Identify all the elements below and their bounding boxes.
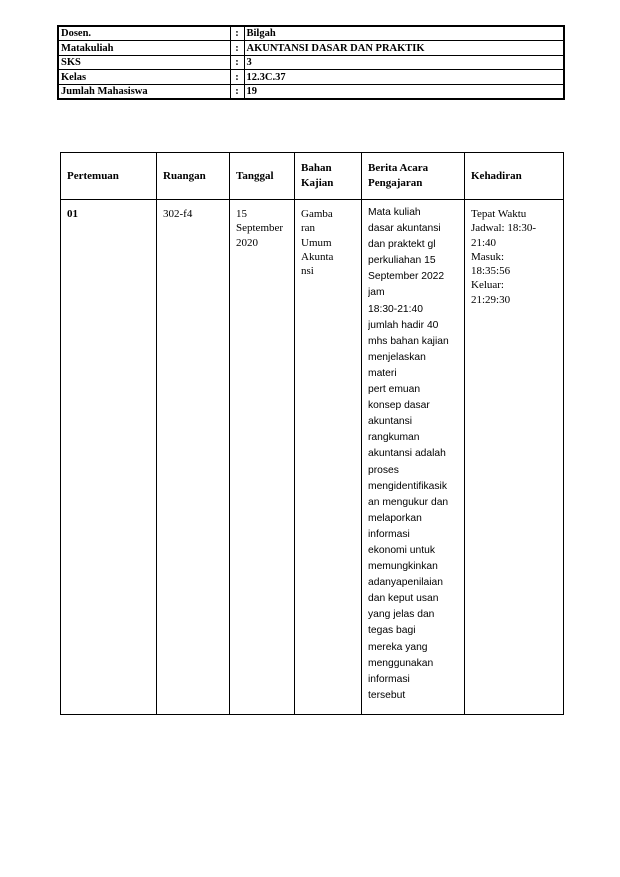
info-separator: :: [230, 84, 244, 99]
lecture-report-table: [60, 152, 564, 715]
header-line: Kajian: [301, 177, 334, 189]
tanggal-line: 2020: [236, 236, 258, 249]
header-ruangan: Ruangan: [157, 153, 230, 200]
bahan-kajian-line: Gamba: [301, 208, 333, 220]
berita-acara-line: menjelaskan: [368, 351, 426, 363]
berita-acara-line: informasi: [368, 528, 410, 540]
berita-acara-line: konsep dasar: [368, 400, 430, 412]
berita-acara-line: Mata kuliah: [368, 207, 421, 218]
kehadiran-line: 18:35:56: [471, 265, 511, 278]
info-row-sks: [58, 55, 564, 70]
berita-acara-line: menggunakan: [368, 657, 434, 669]
info-row-jumlah-mahasiswa: [58, 84, 564, 99]
bahan-kajian-line: Umum: [301, 236, 332, 249]
cell-bahan-kajian: [295, 200, 362, 715]
info-separator: :: [230, 70, 244, 85]
info-row-kelas: [58, 70, 564, 85]
berita-acara-line: ekonomi untuk: [368, 544, 435, 556]
bahan-kajian-line: Akunta: [301, 250, 334, 263]
header-line: Berita Acara: [368, 162, 429, 174]
berita-acara-line: informasi: [368, 673, 410, 685]
info-value: 19: [244, 84, 564, 99]
berita-acara-line: mengidentifikasik: [368, 480, 447, 492]
info-label: Dosen.: [58, 26, 230, 41]
berita-acara-line: pert emuan: [368, 384, 421, 396]
berita-acara-line: September 2022: [368, 271, 445, 283]
header-bahan-kajian: [295, 153, 362, 200]
info-value: 3: [244, 55, 564, 70]
berita-acara-line: dasar akuntansi: [368, 223, 441, 235]
tanggal-line: 15: [236, 208, 247, 220]
kehadiran-line: Masuk:: [471, 250, 504, 263]
berita-acara-line: jumlah hadir 40: [368, 319, 439, 331]
berita-acara-line: mhs bahan kajian: [368, 335, 449, 347]
info-row-matakuliah: [58, 41, 564, 56]
cell-berita-acara: [362, 200, 465, 715]
table-header-row: [61, 153, 564, 200]
table-row: [61, 200, 564, 715]
info-value: 12.3C.37: [244, 70, 564, 85]
header-line: Pengajaran: [368, 177, 423, 189]
info-value: AKUNTANSI DASAR DAN PRAKTIK: [244, 41, 564, 56]
info-separator: :: [230, 41, 244, 56]
cell-kehadiran: [465, 200, 564, 715]
cell-ruangan: 302-f4: [157, 200, 230, 715]
berita-acara-line: akuntansi: [368, 416, 413, 428]
tanggal-line: September: [236, 222, 284, 235]
berita-acara-line: tersebut: [368, 689, 406, 701]
kehadiran-line: Keluar:: [471, 279, 504, 292]
bahan-kajian-line: ran: [301, 222, 316, 235]
berita-acara-line: mereka yang: [368, 641, 428, 653]
cell-tanggal: [230, 200, 295, 715]
berita-acara-line: jam: [368, 287, 385, 299]
kehadiran-line: Jadwal: 18:30-: [471, 222, 537, 235]
kehadiran-line: 21:40: [471, 236, 497, 249]
info-value: Bilgah: [244, 26, 564, 41]
header-berita-acara: [362, 153, 465, 200]
info-separator: :: [230, 26, 244, 41]
berita-acara-line: perkuliahan 15: [368, 255, 436, 267]
cell-pertemuan: 01: [61, 200, 157, 715]
header-pertemuan: Pertemuan: [61, 153, 157, 200]
info-label: Kelas: [58, 70, 230, 85]
berita-acara-line: 18:30-21:40: [368, 303, 423, 315]
berita-acara-line: proses: [368, 464, 399, 476]
berita-acara-line: akuntansi adalah: [368, 448, 446, 460]
kehadiran-line: Tepat Waktu: [471, 208, 527, 220]
info-label: Jumlah Mahasiswa: [58, 84, 230, 99]
berita-acara-line: yang jelas dan: [368, 609, 435, 621]
info-separator: :: [230, 55, 244, 70]
berita-acara-line: memungkinkan: [368, 561, 438, 573]
info-row-dosen: [58, 26, 564, 41]
berita-acara-line: dan keput usan: [368, 593, 439, 605]
bahan-kajian-line: nsi: [301, 265, 314, 278]
berita-acara-line: an mengukur dan: [368, 496, 449, 508]
berita-acara-line: materi: [368, 367, 397, 379]
header-tanggal: Tanggal: [230, 153, 295, 200]
berita-acara-line: adanyapenilaian: [368, 577, 444, 589]
header-kehadiran: Kehadiran: [465, 153, 564, 200]
course-info-table: [57, 25, 565, 100]
berita-acara-line: tegas bagi: [368, 625, 416, 637]
berita-acara-line: melaporkan: [368, 512, 422, 524]
kehadiran-line: 21:29:30: [471, 293, 511, 306]
header-line: Bahan: [301, 162, 332, 174]
info-label: SKS: [58, 55, 230, 70]
berita-acara-line: dan praktekt gl: [368, 239, 436, 251]
berita-acara-line: rangkuman: [368, 432, 420, 444]
info-label: Matakuliah: [58, 41, 230, 56]
